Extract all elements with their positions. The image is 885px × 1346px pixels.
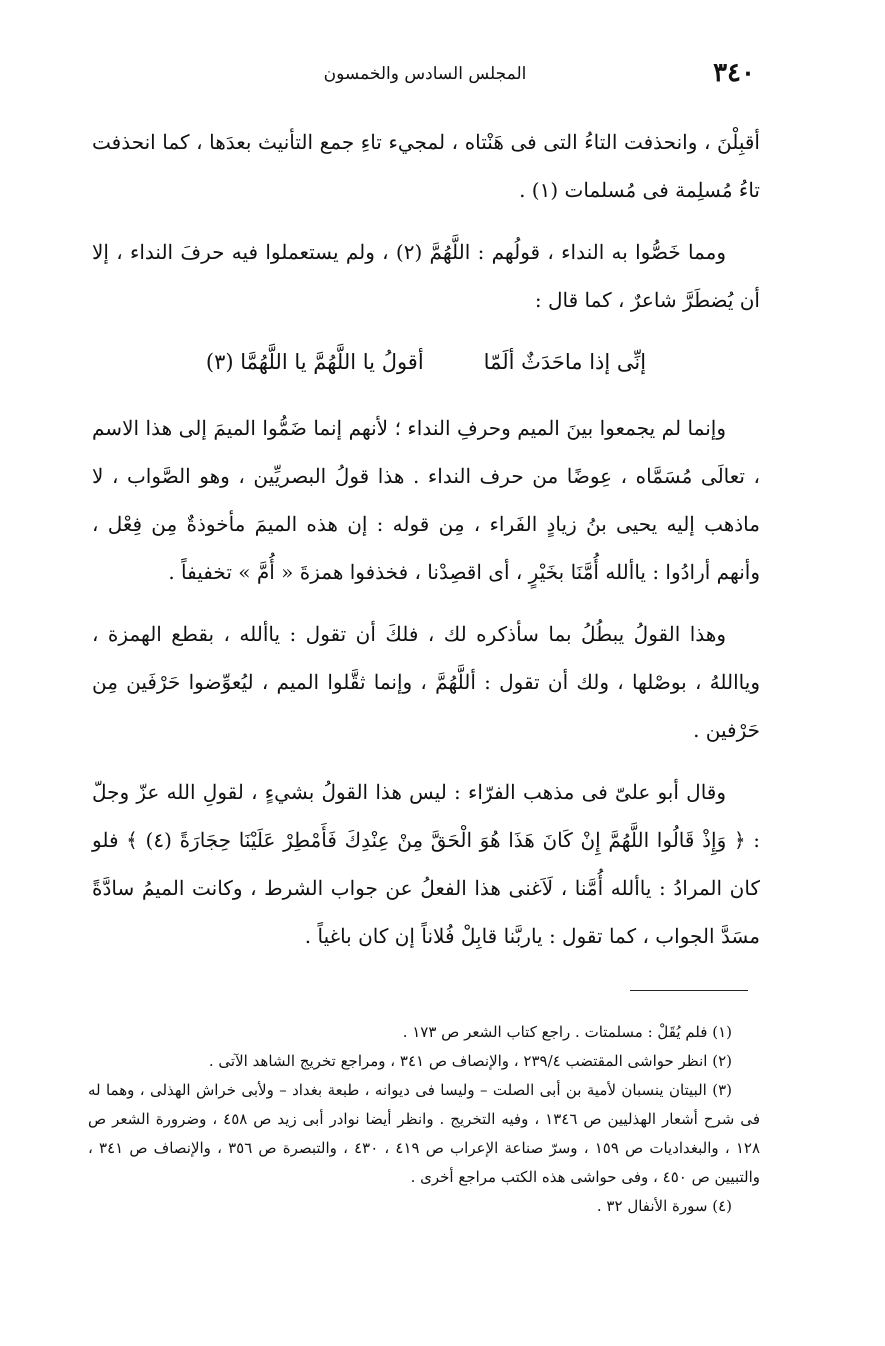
footnote: (٢) انظر حواشى المقتضب ٢٣٩/٤ ، والإنصاف ص ٣٤١ ، ومراجع تخريج الشاهد الآتى . [208, 1052, 732, 1070]
footnote-separator [630, 990, 748, 991]
footnote: (٣) البيتان ينسبان لأمية بن أبى الصلت – وليسا فى ديوانه ، طبعة بغداد – ولأبى خراش الهذلى ، وهما له فى شرح أشعار الهذليين ص ١٣٤٦ ، وفيه التخريج . وانظر أيضا نوادر أبى زيد ص ٤٥٨ ، وضرورة الشعر ص ١٢٨ ، والبغداديات ص ١٥٩ ، وسرّ صناعة الإعراب ص ٤١٩ ، ٤٣٠ ، والتبصرة ص ٣٥٦ ، والإنصاف ص ٣٤١ ، والتبيين ص ٤٥٠ ، وفى حواشى هذه الكتب مراجع أخرى . [88, 1081, 761, 1186]
running-title: المجلس السادس والخمسون [323, 64, 527, 84]
poetry-verse [92, 338, 760, 386]
verse-hemistich-first: إنِّى إذا ماحَدَثٌ ألَمّا [483, 350, 647, 374]
verse-hemistich-second: أقولُ يا اللَّهُمَّ يا اللَّهُمَّا (٣) [205, 350, 424, 374]
paragraph: وقال أبو علىّ فى مذهب الفرّاء : ليس هذا القولُ بشيءٍ ، لقولِ الله عزّ وجلّ : ﴿ وَإِذْ قَالُوا اللَّهُمَّ إِنْ كَانَ هَذَا هُوَ الْحَقَّ مِنْ عِنْدِكَ فَأَمْطِرْ عَلَيْنَا حِجَارَةً (٤) ﴾ فلو كان المرادُ : ياألله أُمَّنا ، لَاَغنى هذا الفعلُ عن جواب الشرط ، وكانت الميمُ سادَّةً مسَدَّ الجواب ، كما تقول : ياربَّنا قابِلْ فُلاناً إن كان باغياً . [92, 780, 760, 948]
footnotes [88, 1018, 760, 1221]
footnote: (١) فلم يُقَلْ : مسلمتات . راجع كتاب الشعر ص ١٧٣ . [402, 1023, 732, 1041]
paragraph: وهذا القولُ يبطُلُ بما سأذكره لك ، فلكَ أن تقول : ياألله ، بقطع الهمزة ، ويااللهُ ، بوصْلها ، ولك أن تقول : أللَّهُمَّ ، وإنما ثقَّلوا الميم ، ليُعوِّضوا حَرْفَين مِن حَرْفين . [92, 622, 760, 742]
paragraph: وإنما لم يجمعوا بينَ الميم وحرفِ النداء ؛ لأنهم إنما ضَمُّوا الميمَ إلى هذا الاسم ، تعالَى مُسَمَّاه ، عِوضًا من حرف النداء . هذا قولُ البصريِّين ، وهو الصَّواب ، لا ماذهب إليه يحيى بنُ زيادٍ الفَراء ، مِن قوله : إن هذه الميمَ مأخوذةٌ مِن فِعْل ، وأنهم أرادُوا : ياألله أُمَّنَا بخَيْرٍ ، أى اقصِدْنا ، فخذفوا همزةَ « أُمَّ » تخفيفاً . [92, 416, 760, 584]
paragraph: ومما خَصُّوا به النداء ، قولُهم : اللَّهُمَّ (٢) ، ولم يستعملوا فيه حرفَ النداء ، إلا أن يُضطَرَّ شاعرٌ ، كما قال : [92, 240, 760, 312]
footnote: (٤) سورة الأنفال ٣٢ . [596, 1197, 732, 1215]
page-number: ٣٤٠ [713, 58, 755, 88]
main-text [92, 118, 760, 974]
page-header [95, 58, 755, 94]
paragraph: أقبِلْنَ ، وانحذفت التاءُ التى فى هَنْتاه ، لمجيء تاءِ جمع التأنيث بعدَها ، كما انحذفت تاءُ مُسلِمة فى مُسلمات (١) . [92, 130, 760, 202]
